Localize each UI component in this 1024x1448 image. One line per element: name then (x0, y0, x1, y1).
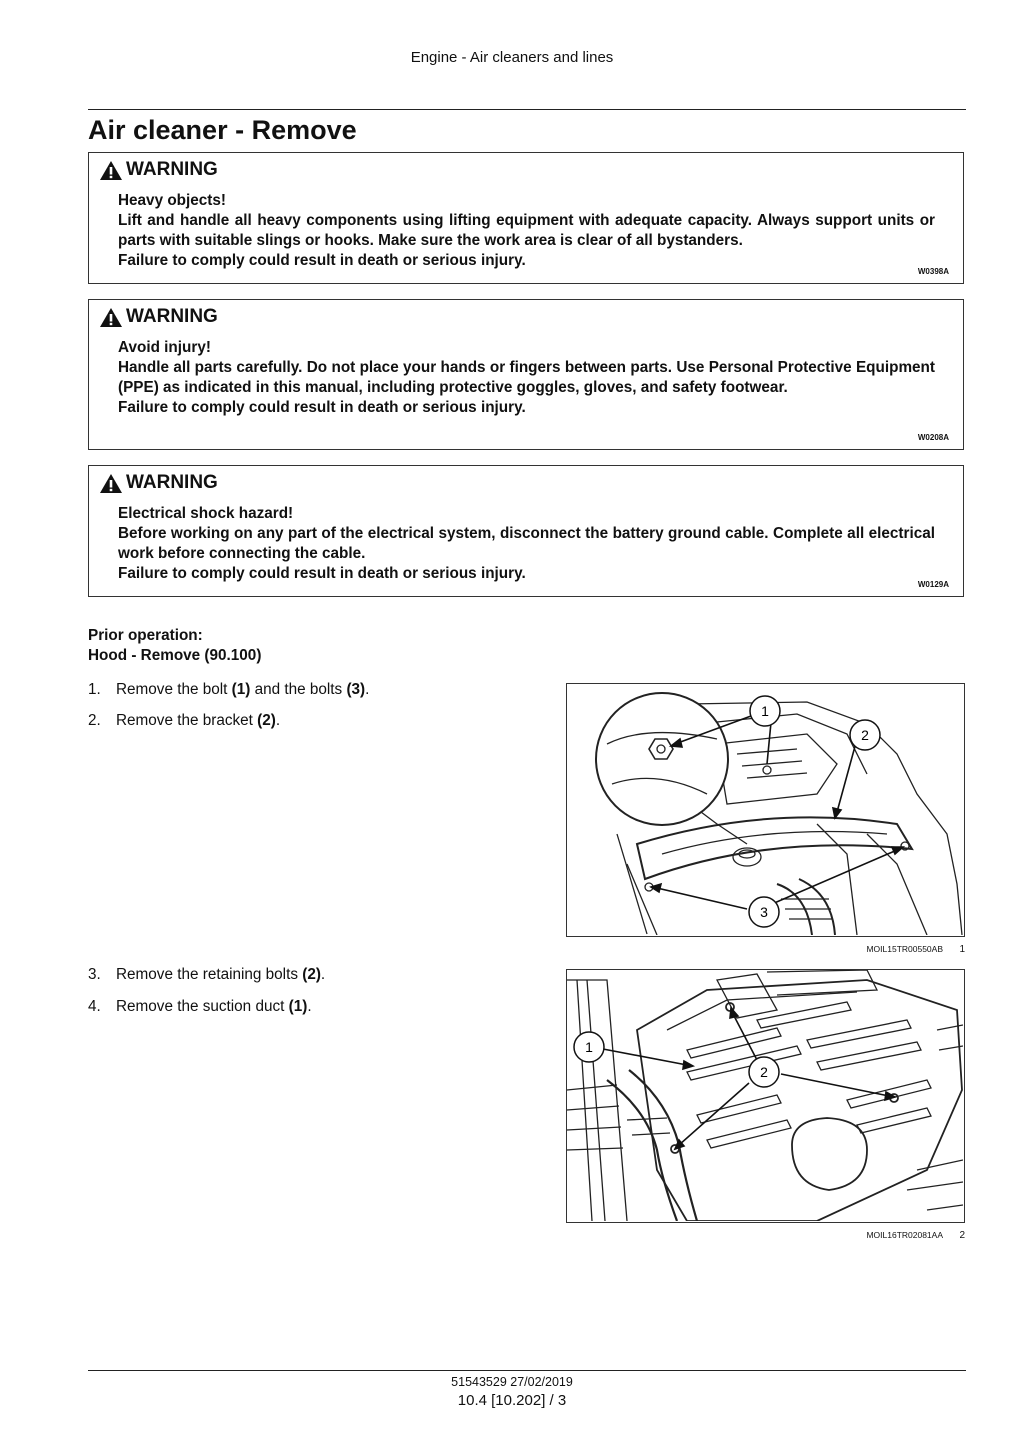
warning-code: W0129A (917, 580, 949, 589)
page-title: Air cleaner - Remove (88, 115, 357, 145)
warning-text: Handle all parts carefully. Do not place your hands or fingers between parts. Use Personal Protective Equipment (PPE) as indicated in this manual, including protective goggles, gloves, and safety footwear. (118, 359, 935, 396)
figure-2-caption (566, 1230, 965, 1241)
figure-code: MOIL15TR00550AB (866, 944, 943, 954)
prior-operation-label: Prior operation: (88, 627, 203, 644)
warning-heading: Avoid injury! (118, 339, 211, 356)
warning-box-heavy-objects (88, 152, 964, 284)
callout-ref: (2) (302, 966, 321, 983)
warning-heading: Electrical shock hazard! (118, 505, 294, 522)
warning-body (118, 338, 935, 418)
warning-triangle-icon (99, 473, 123, 494)
warning-code: W0398A (917, 267, 949, 276)
callout-ref: (2) (257, 712, 276, 729)
warning-consequence: Failure to comply could result in death or serious injury. (118, 399, 526, 416)
figure-1-engine-bracket (566, 683, 965, 937)
warning-label: WARNING (126, 306, 218, 327)
callout-label: 3 (760, 904, 768, 920)
warning-header (99, 472, 218, 494)
warning-text: Before working on any part of the electrical system, disconnect the battery ground cable. Complete all electrical work before connecting the cable. (118, 525, 935, 562)
step-1: 1. Remove the bolt (1) and the bolts (3). (88, 681, 370, 698)
step-4: 4. Remove the suction duct (1). (88, 998, 312, 1015)
callout-ref: (1) (231, 681, 251, 698)
footer-rule (88, 1370, 966, 1371)
figure-code: MOIL16TR02081AA (866, 1230, 943, 1240)
header-rule (88, 109, 966, 110)
figure-number: 2 (959, 1230, 965, 1241)
footer-document-code: 51543529 27/02/2019 (451, 1375, 573, 1389)
running-header: Engine - Air cleaners and lines (410, 49, 614, 66)
callout-label: 1 (585, 1039, 593, 1055)
warning-consequence: Failure to comply could result in death or serious injury. (118, 565, 526, 582)
warning-body (118, 191, 935, 271)
warning-label: WARNING (126, 472, 218, 493)
callout-label: 2 (861, 727, 869, 743)
suction-duct-illustration (567, 970, 963, 1221)
warning-label: WARNING (126, 159, 218, 180)
engine-bracket-illustration (567, 684, 963, 935)
footer-page-number: 10.4 [10.202] / 3 (457, 1392, 567, 1409)
step-2: 2. Remove the bracket (2). (88, 712, 281, 729)
figure-2-suction-duct (566, 969, 965, 1223)
callout-label: 2 (760, 1064, 768, 1080)
warning-header (99, 306, 218, 328)
callout-ref: (1) (288, 998, 308, 1015)
warning-heading: Heavy objects! (118, 192, 226, 209)
warning-triangle-icon (99, 307, 123, 328)
prior-operation (88, 626, 261, 666)
warning-body (118, 504, 935, 584)
figure-1-caption (566, 944, 965, 955)
warning-code: W0208A (917, 433, 949, 442)
step-3: 3. Remove the retaining bolts (2). (88, 966, 326, 983)
warning-triangle-icon (99, 160, 123, 181)
warning-box-electrical-shock (88, 465, 964, 597)
warning-consequence: Failure to comply could result in death or serious injury. (118, 252, 526, 269)
warning-text: Lift and handle all heavy components using lifting equipment with adequate capacity. Always support units or parts with suitable slings or hooks. Make sure the work area is clear of all bystanders. (118, 212, 935, 249)
prior-operation-link[interactable]: Hood - Remove (90.100) (88, 647, 262, 664)
warning-header (99, 159, 218, 181)
figure-number: 1 (959, 944, 965, 955)
callout-label: 1 (761, 703, 769, 719)
callout-ref: (3) (346, 681, 366, 698)
warning-box-avoid-injury (88, 299, 964, 450)
